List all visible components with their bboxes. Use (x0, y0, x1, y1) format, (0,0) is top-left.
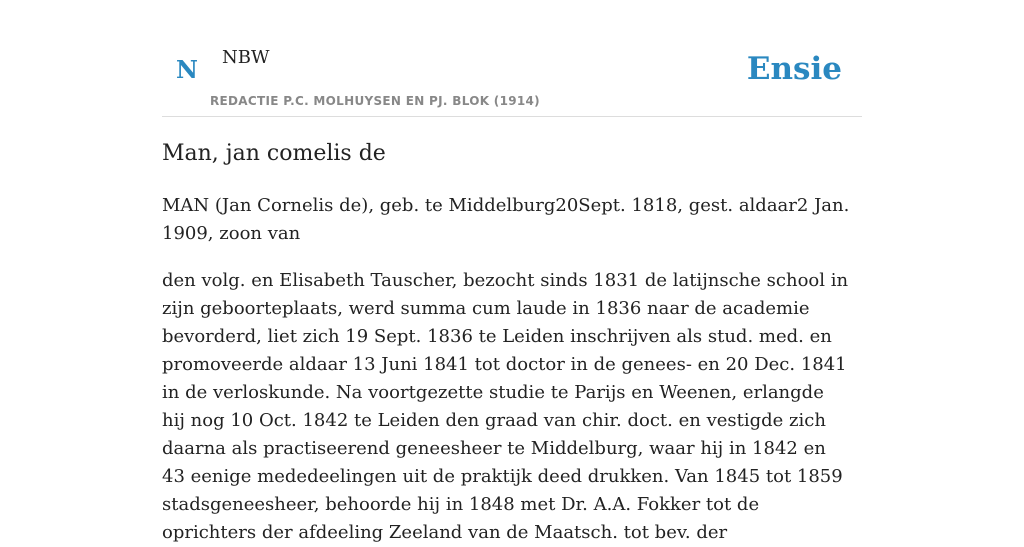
article-paragraph: den volg. en Elisabeth Tauscher, bezocht sinds 1831 de latijnsche school in zijn geboorteplaats, werd summa cum laude in 1836 naar de academie bevorderd, liet zich 19 Sept. 1836 te Leiden inschrijven als stud. med. en promoveerde aldaar 13 Juni 1841 tot doctor in de genees- en 20 Dec. 1841 in de verloskunde. Na voortgezette studie te Parijs en Weenen, erlangde hij nog 10 Oct. 1842 te Leiden den graad van chir. doct. en vestigde zich daarna als practiseerend geneesheer te Middelburg, waar hij in 1842 en 43 eenige mededeelingen uit de praktijk deed drukken. Van 1845 tot 1859 stadsgeneesheer, behoorde hij in 1848 met Dr. A.A. Fokker tot de oprichters der afdeeling Zeeland van de Maatsch. tot bev. der (162, 270, 849, 543)
article-page (162, 0, 862, 543)
source-header (162, 0, 862, 117)
article-paragraph: MAN (Jan Cornelis de), geb. te Middelburg20Sept. 1818, gest. aldaar2 Jan. 1909, zoon van (162, 195, 850, 244)
article-title: Man, jan comelis de (162, 141, 386, 166)
source-subtitle: REDACTIE P.C. MOLHUYSEN EN PJ. BLOK (1914) (210, 94, 540, 108)
brand-logo[interactable]: Ensie (746, 51, 842, 87)
source-name-link[interactable]: NBW (222, 47, 270, 68)
source-logo[interactable]: N (176, 55, 198, 84)
